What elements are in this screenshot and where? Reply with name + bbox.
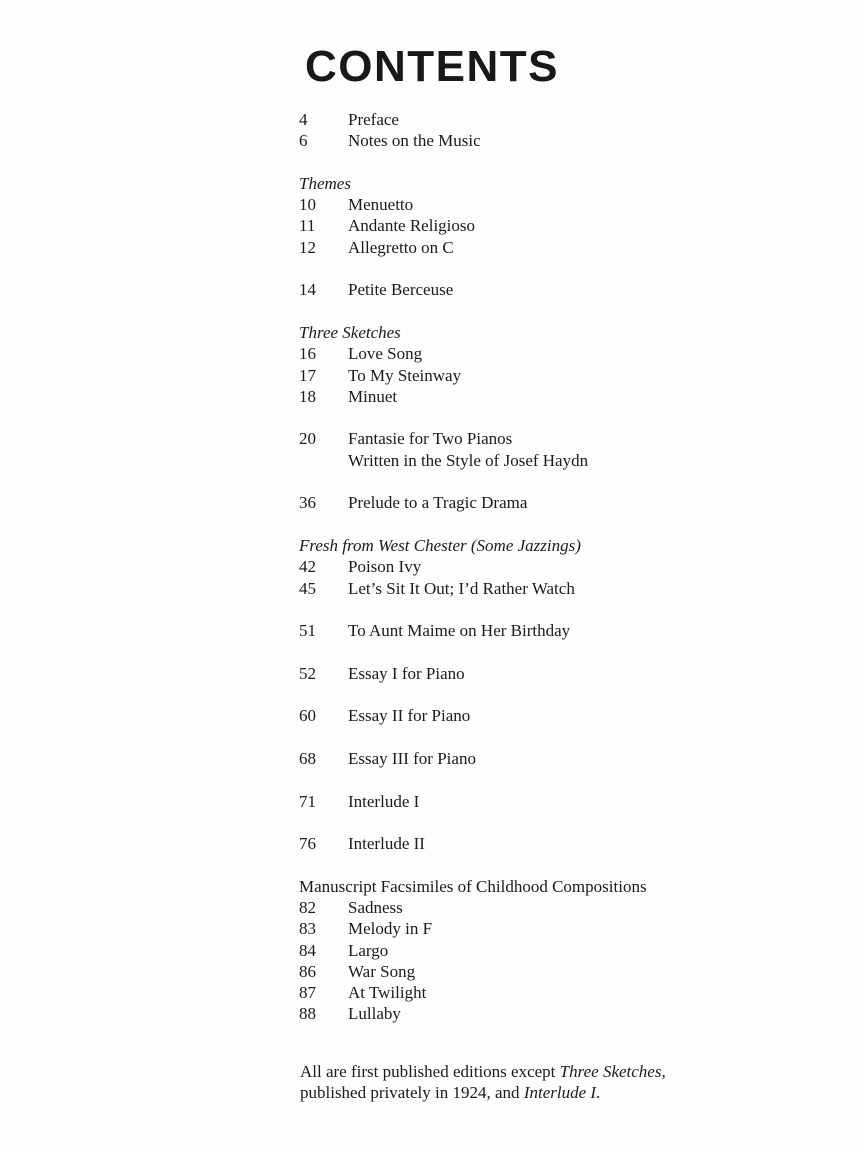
entry-page-number: 52 xyxy=(299,663,316,683)
toc-entry xyxy=(299,578,799,599)
toc-entry xyxy=(299,833,799,854)
footnote-text: , xyxy=(661,1062,666,1081)
entry-page-number: 4 xyxy=(299,110,308,129)
section-heading: Three Sketches xyxy=(299,322,401,342)
entry-page-number: 45 xyxy=(299,578,316,598)
entry-page-number: 88 xyxy=(299,1004,316,1024)
toc-entry xyxy=(299,343,799,364)
entry-subtitle: Written in the Style of Josef Haydn xyxy=(348,450,589,470)
section-heading: Manuscript Facsimiles of Childhood Compositions xyxy=(299,876,647,896)
entry-page-number: 36 xyxy=(299,493,316,513)
toc-entry xyxy=(299,982,799,1003)
toc-group xyxy=(299,748,799,769)
footnote-line xyxy=(300,1061,780,1082)
entry-title: Essay II for Piano xyxy=(348,706,471,726)
footnote-text: published privately in 1924, and xyxy=(300,1083,524,1103)
table-of-contents xyxy=(299,109,799,1025)
entry-page-number: 68 xyxy=(299,748,316,768)
toc-entry xyxy=(299,663,799,684)
entry-title: Lullaby xyxy=(348,1004,401,1024)
toc-group xyxy=(299,492,799,513)
entry-page-number: 42 xyxy=(299,557,316,577)
toc-entry xyxy=(299,748,799,769)
entry-page-number: 83 xyxy=(299,919,316,939)
toc-group xyxy=(299,833,799,854)
entry-title: Petite Berceuse xyxy=(348,280,454,300)
entry-title: Let’s Sit It Out; I’d Rather Watch xyxy=(348,578,575,598)
toc-entry xyxy=(299,428,799,449)
toc-group xyxy=(299,663,799,684)
toc-entry xyxy=(299,215,799,236)
toc-entry xyxy=(299,556,799,577)
toc-entry xyxy=(299,897,799,918)
toc-group xyxy=(299,322,799,407)
entry-page-number: 14 xyxy=(299,280,316,300)
entry-page-number: 76 xyxy=(299,834,316,854)
toc-entry xyxy=(299,620,799,641)
page-title: CONTENTS xyxy=(305,42,559,91)
entry-title: Notes on the Music xyxy=(348,131,481,151)
entry-title: Andante Religioso xyxy=(348,216,476,236)
toc-entry xyxy=(299,940,799,961)
entry-page-number: 11 xyxy=(299,216,316,236)
toc-group xyxy=(299,109,799,152)
toc-entry xyxy=(299,961,799,982)
toc-entry xyxy=(299,492,799,513)
entry-page-number: 87 xyxy=(299,983,316,1003)
entry-title: Menuetto xyxy=(348,195,414,215)
entry-title: War Song xyxy=(348,961,416,981)
toc-group xyxy=(299,279,799,300)
entry-page-number: 60 xyxy=(299,706,316,726)
entry-title: Prelude to a Tragic Drama xyxy=(348,493,528,513)
entry-title: To My Steinway xyxy=(348,365,462,385)
entry-title: Allegretto on C xyxy=(348,237,454,257)
toc-group xyxy=(299,705,799,726)
toc-entry xyxy=(299,1003,799,1024)
footnote-work-title: Interlude I xyxy=(523,1083,597,1103)
entry-page-number: 6 xyxy=(299,131,308,151)
entry-title: Largo xyxy=(348,940,389,960)
entry-page-number: 20 xyxy=(299,429,316,449)
entry-page-number: 51 xyxy=(299,621,316,641)
entry-title: Poison Ivy xyxy=(348,557,422,577)
entry-page-number: 18 xyxy=(299,386,316,406)
toc-entry xyxy=(299,386,799,407)
entry-title: Love Song xyxy=(348,344,423,364)
entry-title: Preface xyxy=(348,110,399,129)
footnote-text: All are first published editions except xyxy=(300,1062,560,1081)
toc-entry xyxy=(299,791,799,812)
entry-page-number: 16 xyxy=(299,344,316,364)
toc-entry xyxy=(299,109,799,130)
entry-page-number: 12 xyxy=(299,237,316,257)
footnote-text: . xyxy=(596,1083,601,1103)
entry-title: Sadness xyxy=(348,897,403,917)
entry-page-number: 17 xyxy=(299,365,316,385)
toc-entry xyxy=(299,194,799,215)
entry-title: At Twilight xyxy=(348,983,427,1003)
toc-entry xyxy=(299,365,799,386)
section-heading: Fresh from West Chester (Some Jazzings) xyxy=(299,535,581,555)
entry-title: Melody in F xyxy=(348,919,433,939)
toc-entry xyxy=(299,237,799,258)
entry-page-number: 10 xyxy=(299,195,316,215)
toc-group xyxy=(299,428,799,471)
footnote xyxy=(300,1061,780,1104)
footnote-line xyxy=(300,1082,780,1103)
entry-title: Interlude II xyxy=(348,834,425,854)
entry-title: To Aunt Maime on Her Birthday xyxy=(348,621,571,641)
toc-group xyxy=(299,535,799,599)
entry-page-number: 82 xyxy=(299,897,316,917)
toc-entry xyxy=(299,130,799,151)
section-heading: Themes xyxy=(299,173,351,193)
toc-entry xyxy=(299,705,799,726)
toc-group xyxy=(299,173,799,258)
entry-title: Essay III for Piano xyxy=(348,748,476,768)
toc-group xyxy=(299,620,799,641)
entry-title: Fantasie for Two Pianos xyxy=(348,429,513,449)
toc-entry xyxy=(299,279,799,300)
entry-title: Minuet xyxy=(348,386,398,406)
entry-page-number: 84 xyxy=(299,940,316,960)
toc-group xyxy=(299,791,799,812)
entry-page-number: 71 xyxy=(299,791,316,811)
footnote-work-title: Three Sketches xyxy=(559,1062,662,1081)
entry-title: Interlude I xyxy=(348,791,420,811)
toc-group xyxy=(299,876,799,1025)
entry-page-number: 86 xyxy=(299,961,316,981)
entry-title: Essay I for Piano xyxy=(348,663,465,683)
toc-entry xyxy=(299,918,799,939)
